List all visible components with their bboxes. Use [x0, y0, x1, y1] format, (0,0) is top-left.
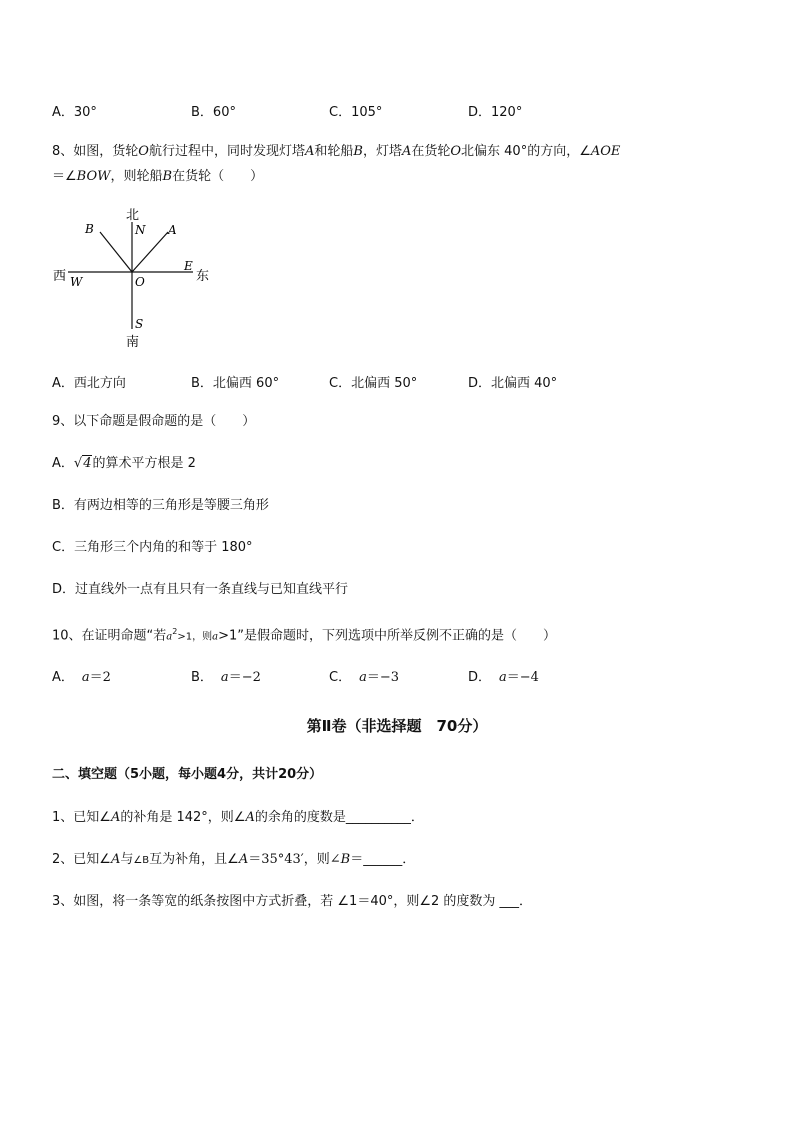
- q7-option-d: D．120°: [468, 105, 523, 120]
- q8-text: 的方向，∠: [527, 144, 591, 159]
- q10-options: [52, 666, 752, 684]
- q10-var-a: a: [220, 670, 229, 685]
- q8-option-b: B．北偏西 60°: [191, 376, 280, 391]
- f2-var-a: A: [110, 852, 121, 867]
- label-east: 东: [196, 269, 210, 284]
- f2-text: 2、已知∠: [52, 852, 111, 867]
- q9-option-a: [52, 455, 196, 473]
- q8-var-a: A: [401, 144, 412, 159]
- q10-exponent: 2: [172, 627, 178, 636]
- q10-stem: [52, 623, 556, 646]
- label-e: E: [184, 259, 193, 273]
- q9-option-d: D．过直线外一点有且只有一条直线与已知直线平行: [52, 582, 349, 597]
- q8-option-c: C．北偏西 50°: [329, 376, 418, 391]
- f1-text: 1、已知∠: [52, 810, 111, 825]
- fill-question-3: 3、如图，将一条等宽的纸条按图中方式折叠，若 ∠1＝40°，则∠2 的度数为 ___．: [52, 894, 533, 909]
- q7-option-b: B．60°: [191, 105, 236, 120]
- q8-angle-aoe: AOE: [590, 144, 621, 159]
- q7-options: [52, 101, 752, 119]
- f1-text: 的补角是 142°，则∠: [120, 810, 246, 825]
- q8-var-b: B: [353, 144, 363, 159]
- q8-text: 北偏东 40°: [461, 144, 528, 159]
- q10-option-c-value: ＝−3: [366, 670, 400, 685]
- q8-option-a: A．西北方向: [52, 376, 126, 391]
- q8-text: 8、如图，货轮: [52, 144, 139, 159]
- q8-stem-line1: [52, 143, 620, 161]
- label-south: 南: [126, 335, 140, 350]
- q10-var-a: a: [359, 670, 367, 685]
- q9-stem: 9、以下命题是假命题的是（ ）: [52, 414, 256, 429]
- q10-text: >1，则: [177, 631, 213, 643]
- q8-var-b: B: [162, 169, 173, 184]
- f2-text: ＝35°43′，则∠: [248, 852, 341, 867]
- ray-ob: [100, 232, 132, 272]
- q10-option-b-value: ＝−2: [228, 670, 261, 685]
- q8-compass-figure: [48, 204, 228, 354]
- label-w: W: [70, 275, 83, 289]
- q8-text: 在货轮: [411, 144, 451, 159]
- q10-option-b-label: B．: [191, 670, 213, 685]
- label-s: S: [135, 317, 144, 331]
- f1-text: 的余角的度数是__________．: [254, 810, 424, 825]
- f2-text: 与: [120, 852, 134, 867]
- q10-var-a: a: [212, 631, 219, 643]
- label-o: O: [135, 275, 145, 289]
- sqrt-symbol: √: [73, 456, 83, 471]
- q9-option-b: B．有两边相等的三角形是等腰三角形: [52, 498, 269, 513]
- q7-option-c: C．105°: [329, 105, 383, 120]
- f2-text: ＝______．: [350, 852, 416, 867]
- q10-option-d-value: ＝−4: [506, 670, 539, 685]
- q8-options: [52, 372, 752, 390]
- q8-text: 航行过程中，同时发现灯塔: [148, 144, 305, 159]
- section-title: 第Ⅱ卷（非选择题 70分）: [306, 717, 488, 735]
- f1-var-a: A: [110, 810, 121, 825]
- sqrt-expression: [74, 455, 93, 473]
- q10-option-d: [468, 666, 539, 685]
- q8-var-a: A: [304, 144, 315, 159]
- label-north: 北: [126, 208, 140, 223]
- q9-option-a-text: 的算术平方根是 2: [92, 456, 196, 471]
- q10-option-c-label: C．: [329, 670, 352, 685]
- q8-text: ，灯塔: [362, 144, 402, 159]
- q10-option-b: [191, 666, 261, 685]
- f2-var-a: A: [238, 852, 249, 867]
- label-b: B: [85, 222, 94, 236]
- q10-var-a: a: [166, 631, 173, 643]
- q10-text: 10、在证明命题“若: [52, 628, 167, 644]
- q10-var-a: a: [81, 670, 90, 685]
- q7-option-a: A．30°: [52, 105, 97, 120]
- sqrt-radicand: 4: [83, 456, 92, 471]
- q9-option-a-label: A．: [52, 456, 74, 471]
- q8-var-o: O: [450, 144, 462, 159]
- q10-option-a: [52, 666, 111, 685]
- q10-option-a-label: A．: [52, 670, 74, 685]
- q9-option-c: C．三角形三个内角的和等于 180°: [52, 540, 253, 555]
- q10-option-a-value: ＝2: [89, 670, 111, 685]
- q8-var-o: O: [138, 144, 149, 159]
- q8-text: ＝∠: [52, 169, 77, 184]
- q10-text: >1”是假命题时，下列选项中所举反例不正确的是（ ）: [218, 628, 556, 644]
- q8-angle-bow: BOW: [76, 169, 111, 184]
- ray-oa: [132, 232, 168, 272]
- q8-option-d: D．北偏西 40°: [468, 376, 558, 391]
- label-west: 西: [53, 269, 67, 284]
- label-a: A: [168, 223, 177, 237]
- fill-question-2: [52, 851, 415, 870]
- q8-text: 在货轮（ ）: [172, 169, 264, 184]
- f2-var-b: B: [340, 852, 351, 867]
- q8-stem-line2: [52, 168, 263, 186]
- q10-var-a: a: [499, 670, 507, 685]
- part2-heading: 二、填空题（5小题，每小题4分，共计20分）: [52, 767, 323, 782]
- q10-option-d-label: D．: [468, 670, 492, 685]
- label-n: N: [135, 223, 146, 237]
- q8-text: ，则轮船: [110, 169, 163, 184]
- f2-angle-b: ∠B: [133, 855, 150, 866]
- q8-text: 和轮船: [314, 144, 354, 159]
- q10-option-c: [329, 666, 399, 685]
- f2-text: 互为补角，且∠: [149, 852, 239, 867]
- fill-question-1: [52, 809, 424, 827]
- f1-var-a: A: [245, 810, 255, 825]
